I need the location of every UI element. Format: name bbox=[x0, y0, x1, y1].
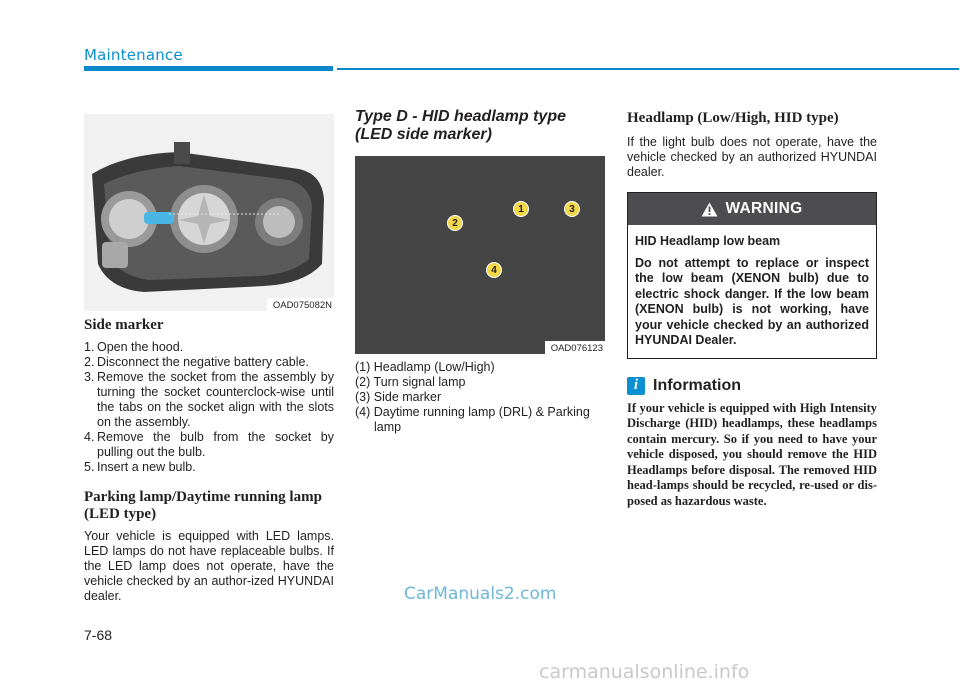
headlamp-assembly-illustration bbox=[84, 114, 334, 311]
parking-lamp-text: Your vehicle is equipped with LED lamps. LED lamps do not have replaceable bulbs. If the LED lamp does not operate, have the vehicle checked by an author-ized HYUNDAI dealer. bbox=[84, 529, 334, 603]
information-title: Information bbox=[653, 376, 741, 394]
parking-lamp-heading: Parking lamp/Daytime running lamp (LED type) bbox=[84, 489, 322, 522]
site-watermark: CarManuals2.com bbox=[404, 584, 557, 604]
list-item: 4. Remove the bulb from the socket by pulling out the bulb. bbox=[84, 430, 334, 459]
list-item: (2) Turn signal lamp bbox=[355, 375, 466, 389]
column-right bbox=[627, 108, 877, 509]
led-lamp-figure bbox=[355, 156, 605, 354]
warning-body bbox=[628, 225, 876, 358]
marker-3: 3 bbox=[564, 201, 580, 217]
warning-triangle-icon bbox=[701, 202, 718, 217]
figure-code: OAD076123 bbox=[545, 341, 605, 354]
warning-text: Do not attempt to replace or inspect the low beam (XENON bulb) due to electric shock danger. If the low beam (XENON bulb) is not working, have your vehicle checked by an authorized HYUNDAI Dealer. bbox=[635, 255, 869, 347]
column-left bbox=[84, 114, 334, 604]
section-title: Maintenance bbox=[84, 46, 183, 64]
warning-header bbox=[628, 193, 876, 225]
lamp-legend bbox=[355, 360, 605, 435]
list-item: 5. Insert a new bulb. bbox=[84, 460, 196, 474]
side-marker-heading: Side marker bbox=[84, 317, 164, 333]
led-lamp-illustration bbox=[355, 156, 605, 354]
headlamp-assembly-figure bbox=[84, 114, 334, 311]
figure-code: OAD075082N bbox=[267, 298, 334, 311]
marker-2: 2 bbox=[447, 215, 463, 231]
headlamp-hid-heading: Headlamp (Low/High, HID type) bbox=[627, 110, 839, 126]
column-middle bbox=[355, 108, 605, 435]
warning-subtitle: HID Headlamp low beam bbox=[635, 234, 781, 248]
list-item: 1. Open the hood. bbox=[84, 340, 184, 354]
info-icon: i bbox=[627, 377, 645, 395]
list-item: 3. Remove the socket from the assembly by turning the socket counterclock-wise until the tabs on the socket align with the slots on the assembly. bbox=[84, 370, 334, 429]
marker-4: 4 bbox=[486, 262, 502, 278]
headlamp-intro: If the light bulb does not operate, have the vehicle checked by an authorized HYUNDAI dealer. bbox=[627, 135, 877, 179]
page-number: 7-68 bbox=[84, 627, 113, 643]
type-d-heading: Type D - HID headlamp type (LED side marker) bbox=[355, 108, 566, 143]
list-item: (1) Headlamp (Low/High) bbox=[355, 360, 495, 374]
side-marker-steps bbox=[84, 340, 334, 475]
warning-box bbox=[627, 192, 877, 359]
list-item: 2. Disconnect the negative battery cable. bbox=[84, 355, 309, 369]
header-rule bbox=[337, 68, 959, 70]
list-item: (3) Side marker bbox=[355, 390, 442, 404]
bottom-watermark: carmanualsonline.info bbox=[539, 661, 750, 683]
information-text: If your vehicle is equipped with High Intensity Discharge (HID) headlamps, these headlamps contain mercury. So if you need to have your vehicle disposed, you should remove the HID Headlamps before disposal. The removed HID head-lamps should be recycled, re-used or dis-posed as hazardous waste. bbox=[627, 400, 877, 508]
information-header bbox=[627, 377, 877, 395]
list-item: (4) Daytime running lamp (DRL) & Parking lamp bbox=[355, 405, 590, 434]
marker-1: 1 bbox=[513, 201, 529, 217]
warning-label: WARNING bbox=[725, 200, 803, 217]
header-bar bbox=[84, 66, 333, 71]
